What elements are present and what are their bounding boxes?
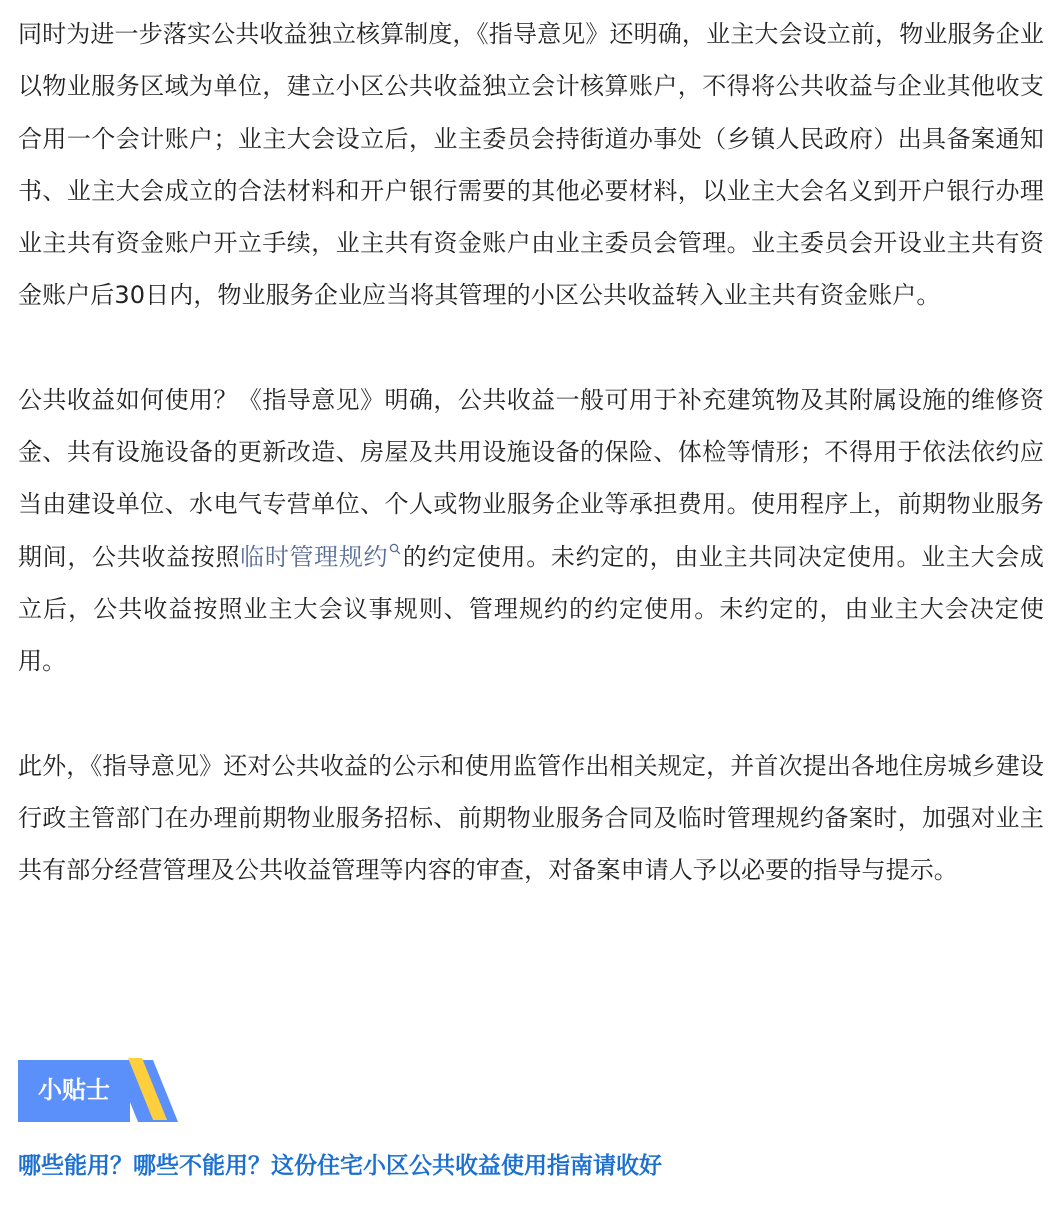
paragraph-usage-rules xyxy=(18,374,1044,688)
paragraph-usage-text-before: 公共收益如何使用？《指导意见》明确，公共收益一般可用于补充建筑物及其附属设施的维修资金、共有设施设备的更新改造、房屋及共用设施设备的保险、体检等情形；不得用于依法依约应当由建设单位、水电气专营单位、个人或物业服务企业等承担费用。使用程序上，前期物业服务期间，公共收益按照 xyxy=(18,385,1044,571)
paragraph-supervision: 此外，《指导意见》还对公共收益的公示和使用监管作出相关规定，并首次提出各地住房城乡建设行政主管部门在办理前期物业服务招标、前期物业服务合同及临时管理规约备案时，加强对业主共有部分经营管理及公共收益管理等内容的审查，对备案申请人予以必要的指导与提示。 xyxy=(18,751,1044,885)
article-body xyxy=(18,8,1044,896)
paragraph-usage-text-after: 的约定使用。未约定的，由业主共同决定使用。业主大会成立后，公共收益按照业主大会议事规则、管理规约的约定使用。未约定的，由业主大会决定使用。 xyxy=(18,542,1044,676)
paragraph-account-rules: 同时为进一步落实公共收益独立核算制度，《指导意见》还明确，业主大会设立前，物业服务企业以物业服务区域为单位，建立小区公共收益独立会计核算账户，不得将公共收益与企业其他收支合用一个会计账户；业主大会设立后，业主委员会持街道办事处（乡镇人民政府）出具备案通知书、业主大会成立的合法材料和开户银行需要的其他必要材料，以业主大会名义到开户银行办理业主共有资金账户开立手续，业主共有资金账户由业主委员会管理。业主委员会开设业主共有资金账户后30日内，物业服务企业应当将其管理的小区公共收益转入业主共有资金账户。 xyxy=(18,20,1044,310)
search-icon[interactable] xyxy=(388,531,402,555)
related-article-link[interactable]: 哪些能用？哪些不能用？这份住宅小区公共收益使用指南请收好 xyxy=(18,1153,662,1179)
link-temporary-management-rules[interactable]: 临时管理规约 xyxy=(240,542,389,571)
tip-banner xyxy=(18,1058,178,1126)
tip-label: 小贴士 xyxy=(38,1076,110,1104)
